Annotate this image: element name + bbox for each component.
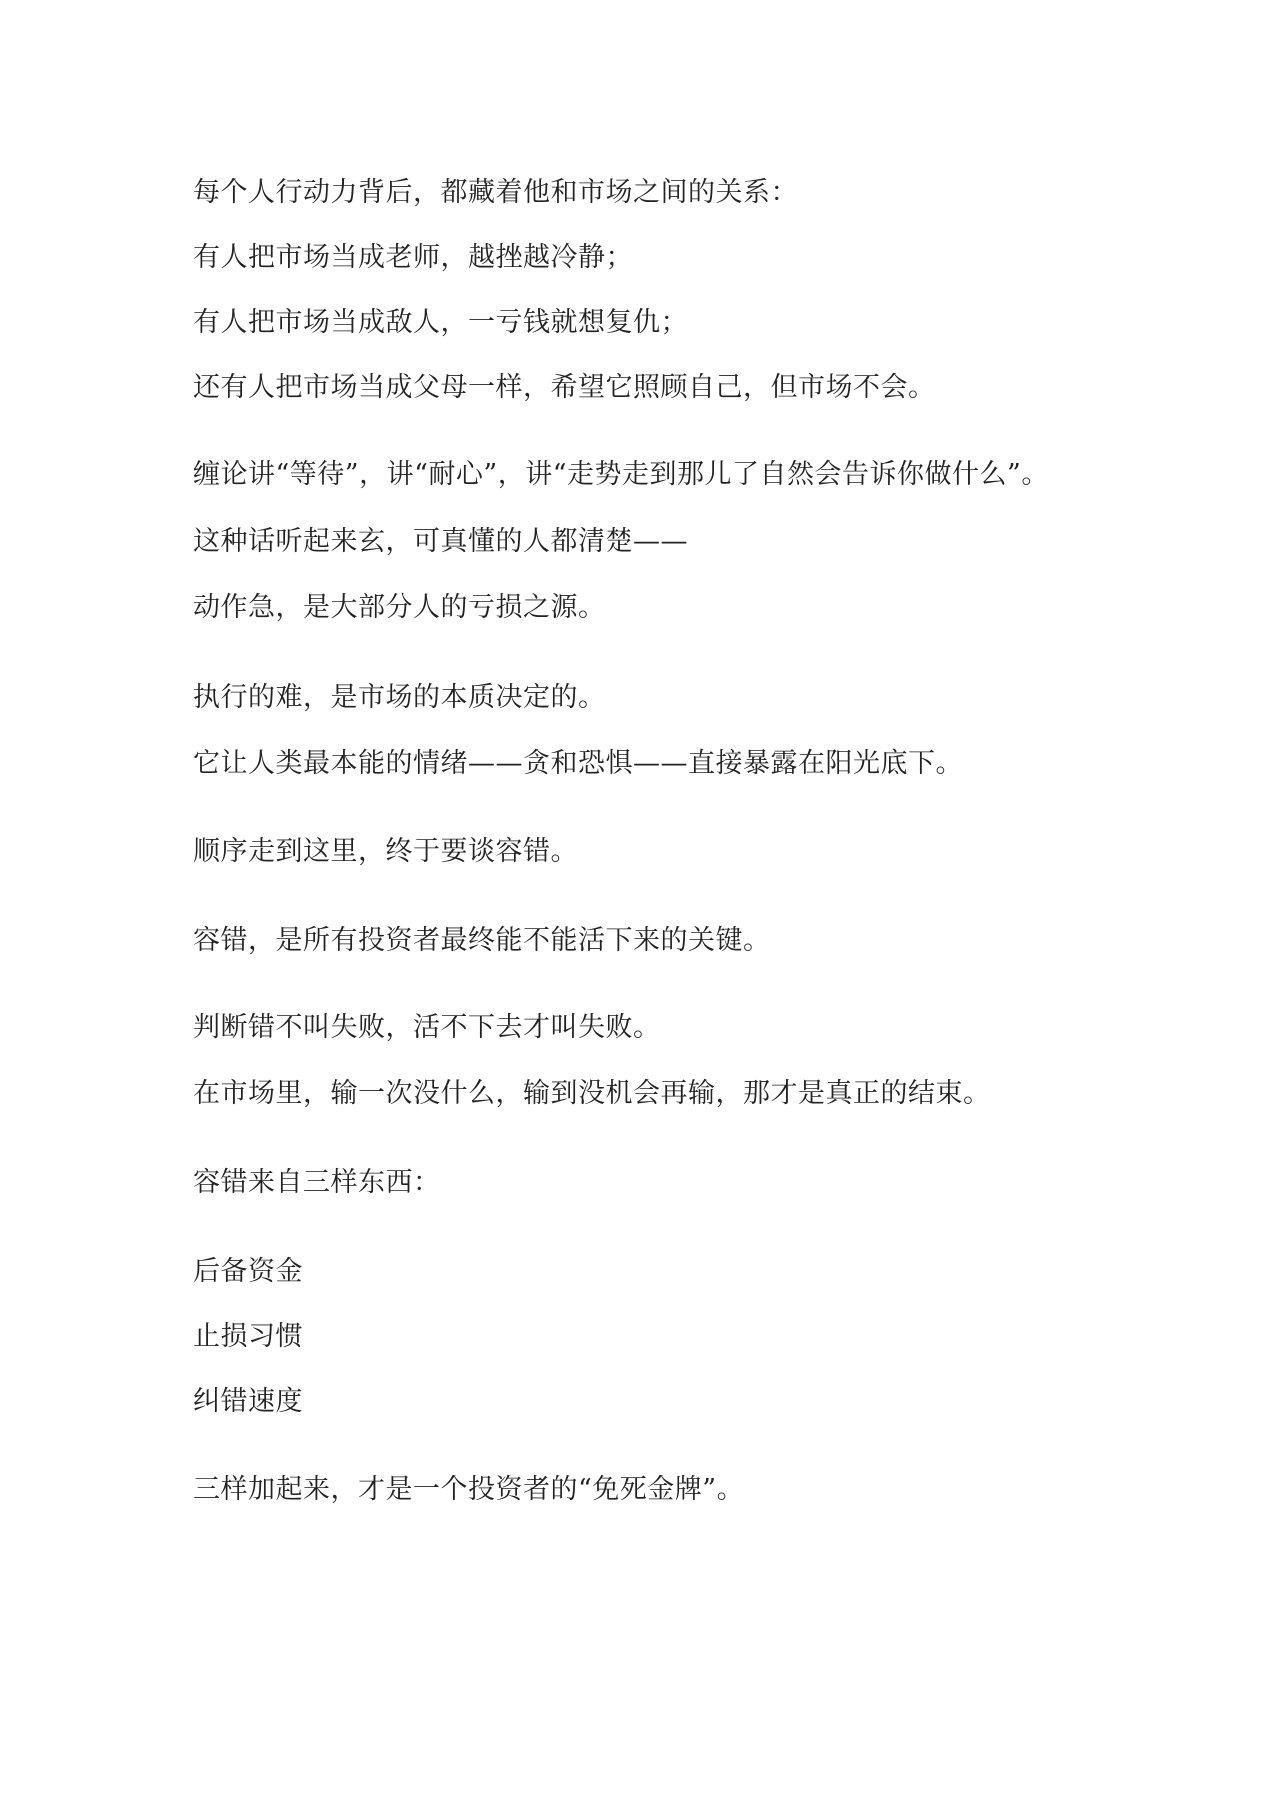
text-line: 这种话听起来玄，可真懂的人都清楚—— [193, 526, 688, 557]
text-line: 容错来自三样东西： [193, 1167, 441, 1198]
text-line: 每个人行动力背后，都藏着他和市场之间的关系： [193, 177, 798, 208]
text-line: 缠论讲“等待”，讲“耐心”，讲“走势走到那儿了自然会告诉你做什么”。 [193, 459, 1049, 490]
list-item: 止损习惯 [193, 1321, 303, 1352]
text-line: 判断错不叫失败，活不下去才叫失败。 [193, 1012, 661, 1043]
list-item: 纠错速度 [193, 1386, 303, 1417]
text-line: 有人把市场当成敌人，一亏钱就想复仇； [193, 307, 688, 338]
text-line: 还有人把市场当成父母一样，希望它照顾自己，但市场不会。 [193, 372, 936, 403]
text-line: 执行的难，是市场的本质决定的。 [193, 682, 606, 713]
text-line: 三样加起来，才是一个投资者的“免死金牌”。 [193, 1474, 745, 1505]
list-item: 后备资金 [193, 1256, 303, 1287]
text-line: 动作急，是大部分人的亏损之源。 [193, 592, 606, 623]
text-line: 它让人类最本能的情绪——贪和恐惧——直接暴露在阳光底下。 [193, 748, 963, 779]
text-line: 在市场里，输一次没什么，输到没机会再输，那才是真正的结束。 [193, 1078, 991, 1109]
text-line: 有人把市场当成老师，越挫越冷静； [193, 242, 633, 273]
text-line: 容错，是所有投资者最终能不能活下来的关键。 [193, 925, 771, 956]
text-line: 顺序走到这里，终于要谈容错。 [193, 836, 578, 867]
